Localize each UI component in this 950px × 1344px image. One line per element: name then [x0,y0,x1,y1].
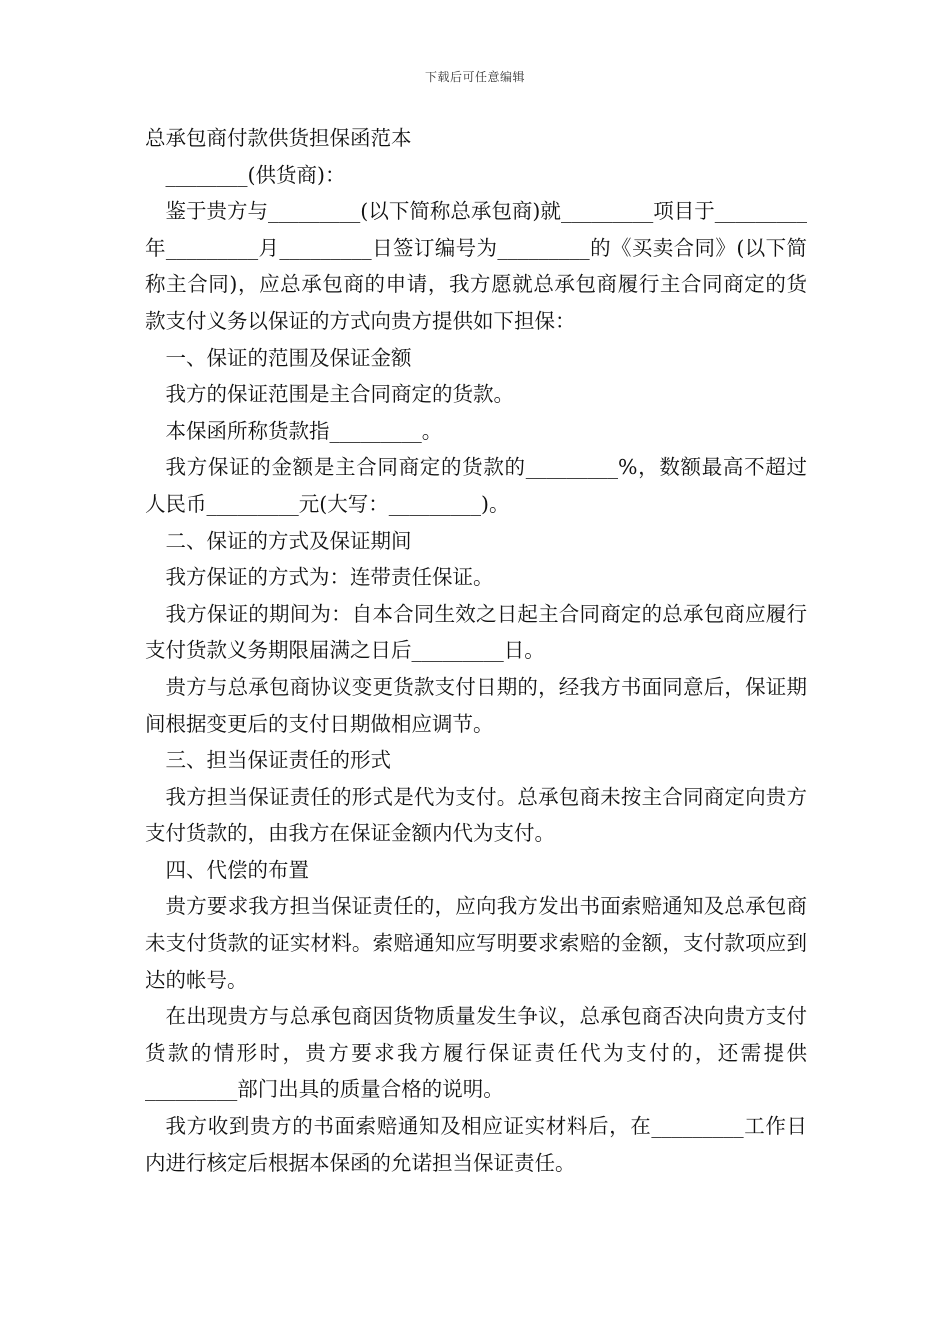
section-heading-3: 三、担当保证责任的形式 [165,748,391,773]
section-heading-2: 二、保证的方式及保证期间 [165,528,412,553]
document-title: 总承包商付款供货担保函范本 [145,126,412,150]
document-body [145,120,807,1181]
paragraph: 在出现贵方与总承包商因货物质量发生争议，总承包商否决向贵方支付货款的情形时，贵方要求我方履行保证责任代为支付的，还需提供_________部门出具的质量合格的说明。 [145,1004,807,1102]
paragraph: 我方保证的金额是主合同商定的货款的_________%，数额最高不超过人民币_________元(大写：_________)。 [145,455,807,516]
paragraph: 我方保证的方式为：连带责任保证。 [165,565,494,590]
paragraph: 贵方与总承包商协议变更货款支付日期的，经我方书面同意后，保证期间根据变更后的支付日期做相应调节。 [145,674,807,736]
preamble-paragraph: 鉴于贵方与_________(以下简称总承包商)就_________项目于_________年_________月_________日签订编号为_________的《买卖合同》(以下简称主合同)，应总承包商的申请，我方愿就总承包商履行主合同商定的货款支付义务以保证的方式向贵方提供如下担保： [145,199,807,333]
section-heading-1: 一、保证的范围及保证金额 [165,345,412,370]
addressee-line: ________(供货商)： [165,162,346,187]
paragraph: 我方担当保证责任的形式是代为支付。总承包商未按主合同商定向贵方支付货款的，由我方在保证金额内代为支付。 [145,784,807,846]
section-heading-4: 四、代偿的布置 [165,857,309,882]
paragraph: 本保函所称货款指_________。 [165,418,443,443]
paragraph: 我方保证的期间为：自本合同生效之日起主合同商定的总承包商应履行支付货款义务期限届满之日后_________日。 [145,601,807,663]
paragraph: 贵方要求我方担当保证责任的，应向我方发出书面索赔通知及总承包商未支付货款的证实材料。索赔通知应写明要求索赔的金额，支付款项应到达的帐号。 [145,894,807,992]
paragraph: 我方收到贵方的书面索赔通知及相应证实材料后，在_________工作日内进行核定后根据本保函的允诺担当保证责任。 [145,1114,807,1175]
page-header-note: 下载后可任意编辑 [424,70,525,84]
paragraph: 我方的保证范围是主合同商定的货款。 [165,382,514,407]
